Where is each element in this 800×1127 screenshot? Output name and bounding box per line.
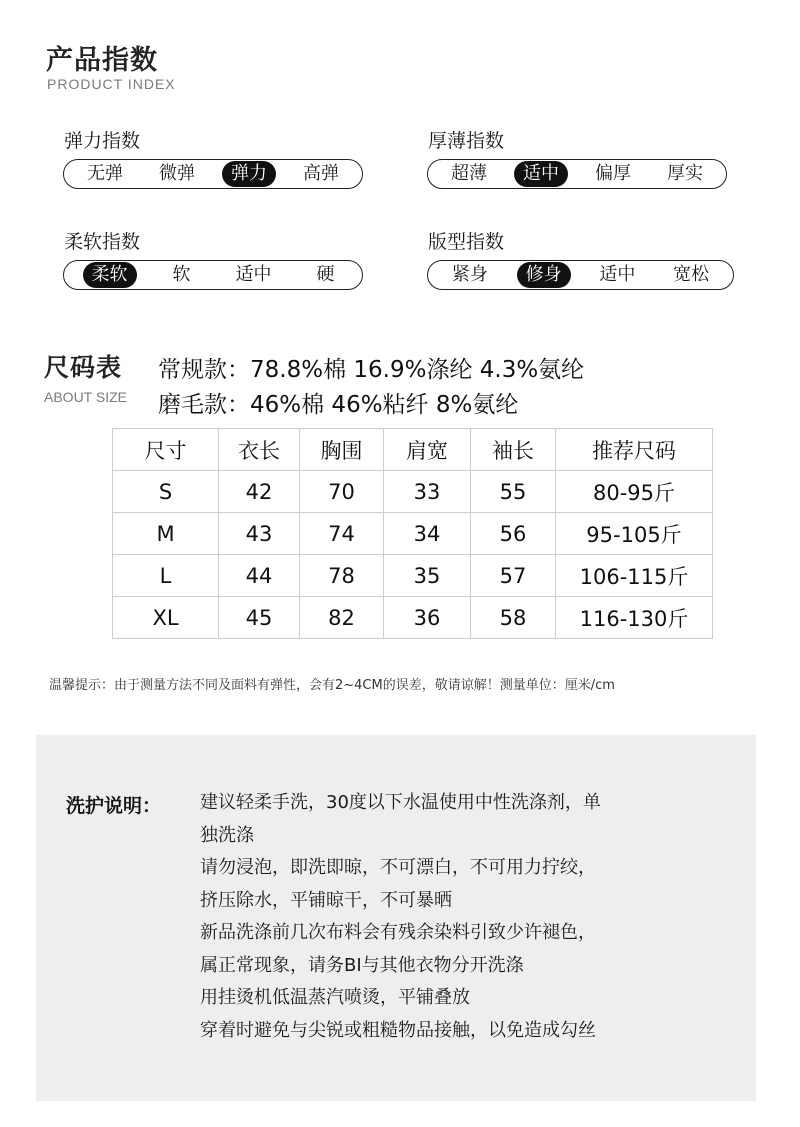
softness-index-label: 柔软指数 [64,231,141,253]
elasticity-option: 无弹 [87,163,123,184]
table-cell: 106-115斤 [556,555,713,597]
table-header-cell: 胸围 [300,429,384,471]
fit-option: 紧身 [451,264,488,285]
table-cell: 57 [471,555,556,597]
elasticity-index-scale [63,159,363,189]
fit-option: 宽松 [673,264,710,285]
wash-line: 用挂烫机低温蒸汽喷烫，平铺叠放 [200,987,470,1008]
table-cell: 36 [384,597,471,639]
table-header-cell: 肩宽 [384,429,471,471]
table-cell: 34 [384,513,471,555]
size-section-subtitle: ABOUT SIZE [44,389,127,405]
elasticity-index-label: 弹力指数 [64,130,141,152]
table-cell: 44 [219,555,300,597]
elasticity-option: 高弹 [303,163,339,184]
table-cell: 95-105斤 [556,513,713,555]
table-cell: 45 [219,597,300,639]
table-cell: 58 [471,597,556,639]
softness-option: 柔软 [83,262,137,288]
wash-line: 建议轻柔手洗，30度以下水温使用中性洗涤剂，单 [200,792,601,813]
table-row [113,513,713,555]
table-cell: 43 [219,513,300,555]
softness-index-scale [63,260,363,290]
table-cell: 78 [300,555,384,597]
table-row [113,471,713,513]
table-cell: 33 [384,471,471,513]
thickness-index-scale [427,159,727,189]
table-header-cell: 推荐尺码 [556,429,713,471]
softness-option: 硬 [316,264,335,285]
fit-index-label: 版型指数 [428,231,505,253]
table-cell: 82 [300,597,384,639]
table-cell: 70 [300,471,384,513]
thickness-option: 厚实 [667,163,703,184]
table-cell: 35 [384,555,471,597]
wash-line: 属正常现象，请务BI与其他衣物分开洗涤 [200,954,524,976]
thickness-option: 偏厚 [595,163,631,184]
wash-line: 请勿浸泡，即洗即晾，不可漂白，不可用力拧绞， [200,857,596,878]
fit-option: 适中 [599,264,636,285]
wash-line: 独洗涤 [200,824,254,846]
fit-option: 修身 [517,262,571,288]
wash-instructions-title: 洗护说明： [66,795,162,817]
size-table [112,428,713,639]
table-cell: 74 [300,513,384,555]
table-cell: 116-130斤 [556,597,713,639]
table-row [113,555,713,597]
table-cell: 56 [471,513,556,555]
fabric-composition-brushed: 磨毛款：46%棉 46%粘纤 8%氨纶 [158,392,519,418]
wash-line: 穿着时避免与尖锐或粗糙物品接触，以免造成勾丝 [200,1019,596,1041]
wash-line: 新品洗涤前几次布料会有残余染料引致少许褪色， [200,922,596,943]
fit-index-scale [427,260,734,290]
wash-line: 挤压除水，平铺晾干，不可暴晒 [200,889,452,911]
softness-option: 适中 [235,264,272,285]
table-header-cell: 衣长 [219,429,300,471]
table-header-row [113,429,713,471]
page-subtitle: PRODUCT INDEX [47,76,176,92]
wash-instructions-panel [36,735,756,1101]
measurement-tip: 温馨提示：由于测量方法不同及面料有弹性，会有2~4CM的误差，敬请谅解！测量单位：厘米/cm [49,678,615,693]
table-cell: 42 [219,471,300,513]
table-cell: L [113,555,219,597]
table-cell: 80-95斤 [556,471,713,513]
thickness-option: 超薄 [451,163,487,184]
size-section-title: 尺码表 [44,353,123,382]
table-cell: M [113,513,219,555]
table-cell: XL [113,597,219,639]
elasticity-option: 弹力 [222,161,276,187]
thickness-index-label: 厚薄指数 [428,130,505,152]
table-cell: S [113,471,219,513]
page-title: 产品指数 [46,45,158,76]
table-cell: 55 [471,471,556,513]
softness-option: 软 [172,264,191,285]
table-header-cell: 袖长 [471,429,556,471]
thickness-option: 适中 [514,161,568,187]
table-row [113,597,713,639]
wash-instructions-text [200,787,601,1047]
table-header-cell: 尺寸 [113,429,219,471]
fabric-composition-regular: 常规款：78.8%棉 16.9%涤纶 4.3%氨纶 [158,357,585,383]
elasticity-option: 微弹 [159,163,195,184]
